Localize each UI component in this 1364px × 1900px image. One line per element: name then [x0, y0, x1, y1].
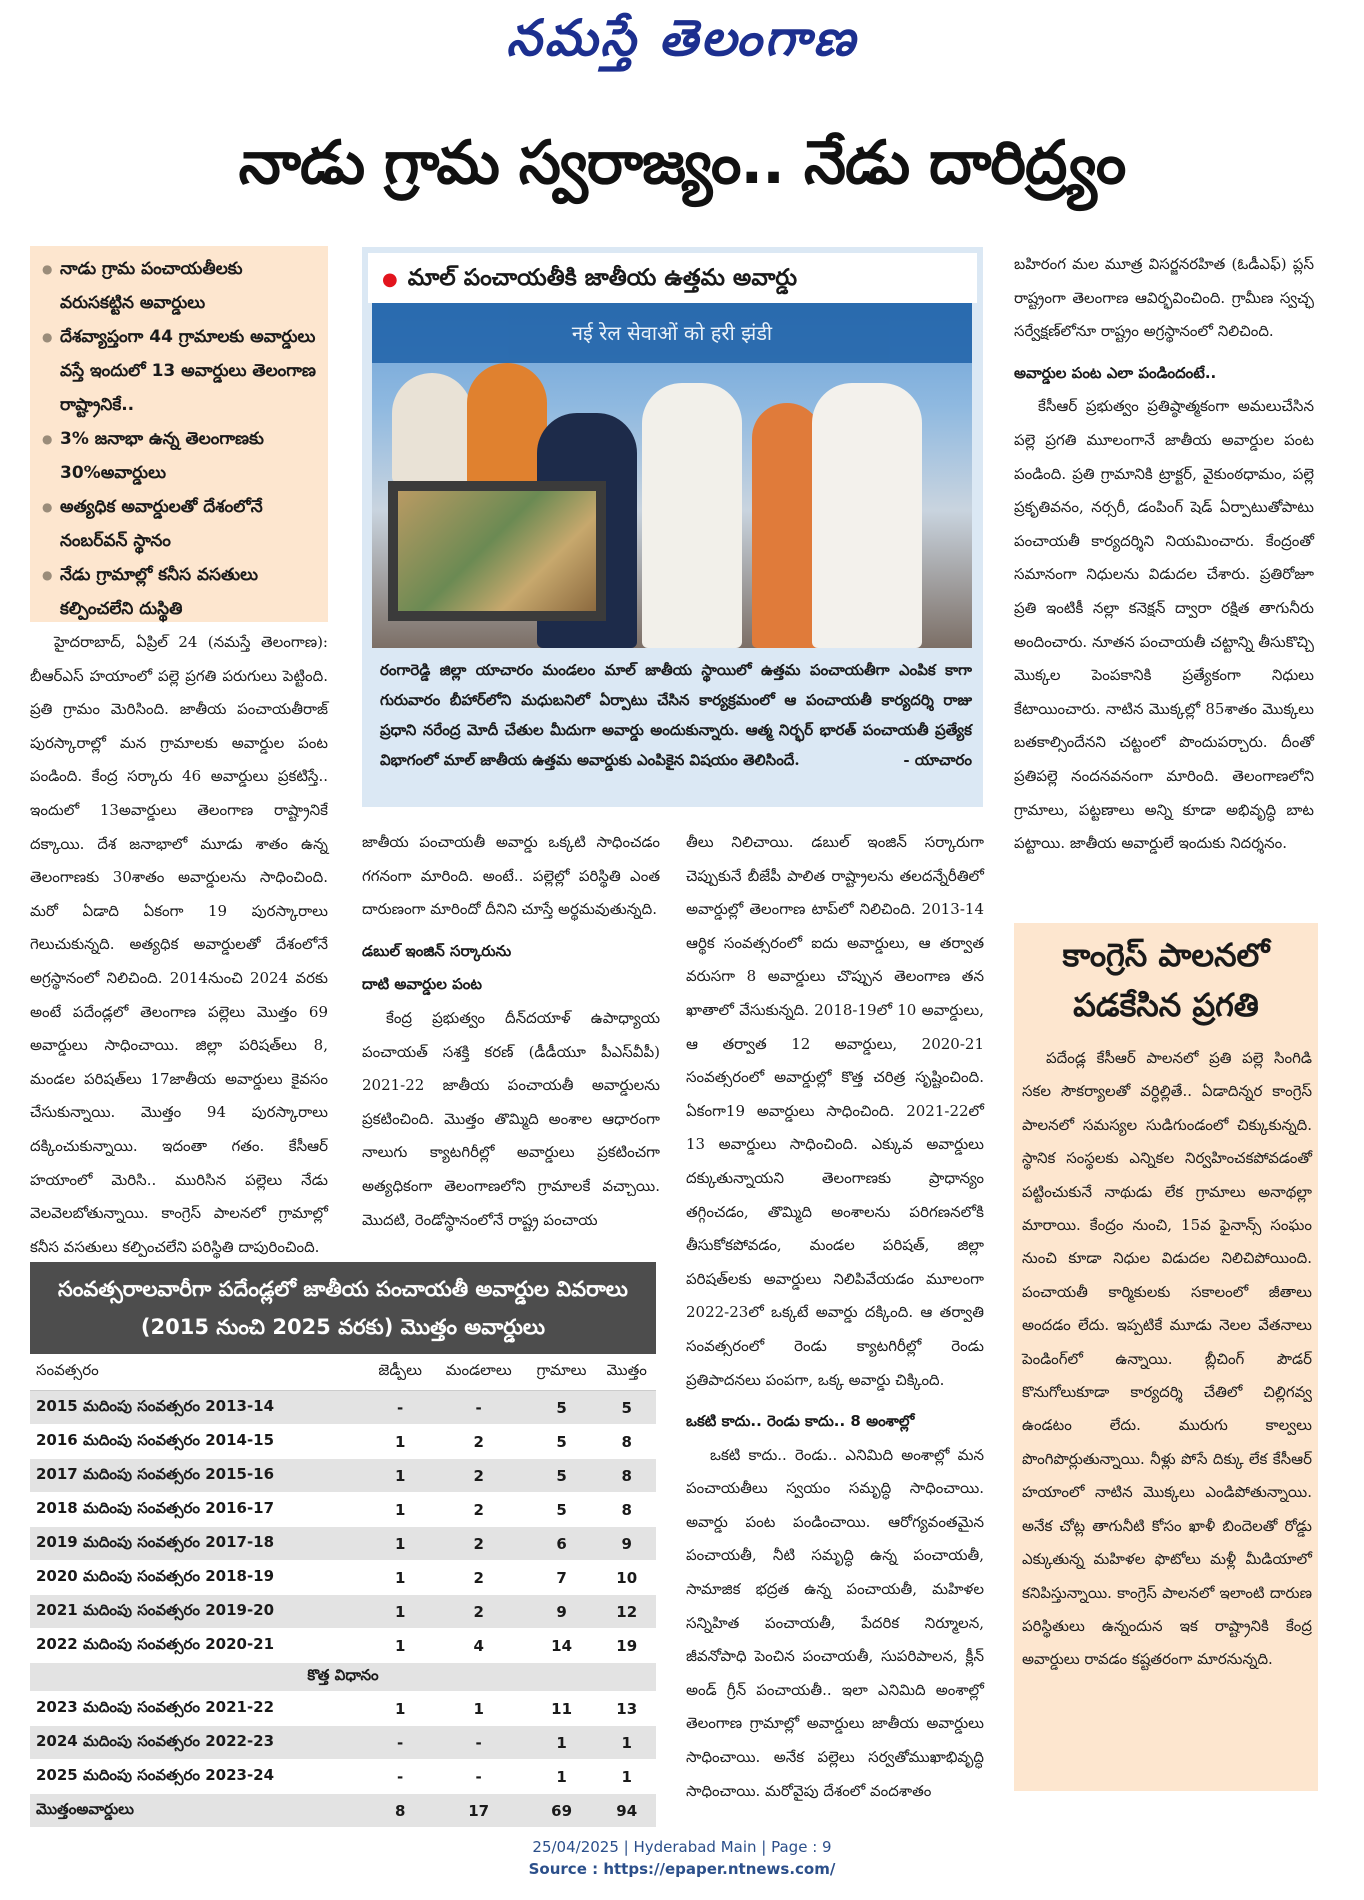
- sidebar-body: [1022, 1042, 1312, 1677]
- table-cell: 7: [526, 1561, 598, 1595]
- table-cell: -: [369, 1726, 432, 1760]
- table-cell: 2: [432, 1459, 526, 1493]
- column-header: మండలాలు: [432, 1354, 526, 1391]
- table-cell: 9: [526, 1595, 598, 1629]
- table-header-row: [30, 1354, 656, 1391]
- table-cell: 5: [526, 1425, 598, 1459]
- table-cell: 1: [369, 1595, 432, 1629]
- table-cell: 1: [369, 1493, 432, 1527]
- photo-banner: नई रेल सेवाओं को हरी झंडी: [372, 303, 972, 363]
- sidebar-title: [1022, 930, 1310, 1042]
- photo-title: [368, 253, 977, 303]
- table-cell: 8: [597, 1425, 656, 1459]
- subheading: అవార్డుల పంట ఎలా పండిందంటే..: [1014, 363, 1217, 382]
- table-cell: 8: [597, 1459, 656, 1493]
- column-header: జెడ్పీలు: [369, 1354, 432, 1391]
- person-figure: [642, 383, 742, 648]
- table-cell: 2023 మదింపు సంవత్సరం 2021-22: [30, 1692, 369, 1726]
- table-cell: 1: [369, 1561, 432, 1595]
- awards-table-block: [30, 1262, 656, 1827]
- column-header: సంవత్సరం: [30, 1354, 369, 1391]
- page-footer: [0, 1836, 1364, 1880]
- table-cell: 1: [526, 1760, 598, 1794]
- article-paragraph: పదేండ్ల కేసీఆర్ పాలనలో ప్రతి పల్లె సింగిడి సకల సౌకర్యాలతో వర్ధిల్లితే.. ఏడాదిన్నర కాంగ్రెస్ పాలనలో సమస్యల సుడిగుండంలో చిక్కుకున్నది. స్థానిక సంస్థలకు ఎన్నికల నిర్వహించకపోవడంతో పట్టించుకునే నాథుడు లేక గ్రామాలు అనాథల్లా మారాయి. కేంద్రం నుంచి, 15వ ఫైనాన్స్ సంఘం నుంచి కూడా నిధుల విడుదల నిలిచిపోయింది. పంచాయతీ కార్మికులకు సకాలంలో జీతాలు అందడం లేదు. ఇప్పటికే మూడు నెలల వేతనాలు పెండింగ్‌లో ఉన్నాయి. బ్లీచింగ్ పౌడర్ కొనుగోలుకూడా కార్యదర్శి చేతిలో చిల్లిగవ్వ ఉండటం లేదు. మురుగు కాల్వలు పొంగిపొర్లుతున్నాయి. నీళ్లు పోసే దిక్కు లేక కేసీఆర్ హయాంలో నాటిన మొక్కలు ఎండిపోతున్నాయి. అనేక చోట్ల తాగునీటి కోసం ఖాళీ బిందెలతో రోడ్డు ఎక్కుతున్న మహిళల ఫొటోలు మళ్లీ మీడియాలో కనిపిస్తున్నాయి. కాంగ్రెస్ పాలనలో ఇలాంటి దారుణ పరిస్థితులు ఉన్నందున ఇక రాష్ట్రానికి కేంద్ర అవార్డులు రావడం కష్టతరంగా మారనున్నది.: [1022, 1049, 1312, 1669]
- table-cell: 2: [432, 1493, 526, 1527]
- article-paragraph: బహిరంగ మల మూత్ర విసర్జనరహిత (ఓడీఎఫ్) ప్లస్ రాష్ట్రంగా తెలంగాణ ఆవిర్భవించింది. గ్రామీణ స్వచ్ఛ సర్వేక్షణ్‌లోనూ రాష్ట్రం అగ్రస్థానంలో నిలిచింది.: [1014, 255, 1314, 341]
- table-cell: 2022 మదింపు సంవత్సరం 2020-21: [30, 1629, 369, 1663]
- article-paragraph: కేంద్ర ప్రభుత్వం దీన్‌దయాళ్ ఉపాధ్యాయ పంచాయత్ సశక్తి కరణ్ (డీడీయూ పీఎస్‌వీపీ) 2021-22 జాతీయ పంచాయతీ అవార్డులను ప్రకటించింది. మొత్తం తొమ్మిది అంశాల ఆధారంగా నాలుగు క్యాటగిరీల్లో అవార్డులు ప్రకటించగా అత్యధికంగా తెలంగాణలోని గ్రామాలకే వచ్చాయి. మొదటి, రెండోస్థానంలోనే రాష్ట్ర పంచాయ: [362, 1008, 660, 1229]
- table-cell: -: [369, 1760, 432, 1794]
- table-cell: 1: [597, 1760, 656, 1794]
- subheading: డబుల్ ఇంజిన్ సర్కారును: [362, 941, 512, 960]
- table-cell: 1: [432, 1692, 526, 1726]
- subheading: దాటి అవార్డుల పంట: [362, 975, 482, 994]
- table-cell: 6: [526, 1527, 598, 1561]
- column-header: మొత్తం: [597, 1354, 656, 1391]
- headline: నాడు గ్రామ స్వరాజ్యం.. నేడు దారిద్ర్యం: [238, 128, 1126, 198]
- source-link[interactable]: Source : https://epaper.ntnews.com/: [528, 1860, 836, 1878]
- table-cell: 2021 మదింపు సంవత్సరం 2019-20: [30, 1595, 369, 1629]
- table-cell: మొత్తంఅవార్డులు: [30, 1794, 369, 1828]
- table-row: [30, 1527, 656, 1561]
- table-cell: 2018 మదింపు సంవత్సరం 2016-17: [30, 1493, 369, 1527]
- photo-caption: [380, 655, 972, 775]
- table-cell: 10: [597, 1561, 656, 1595]
- table-cell: 2020 మదింపు సంవత్సరం 2018-19: [30, 1561, 369, 1595]
- table-row: [30, 1391, 656, 1425]
- table-cell: 94: [597, 1794, 656, 1828]
- table-cell: 2: [432, 1595, 526, 1629]
- table-cell: 1: [369, 1459, 432, 1493]
- table-cell: 69: [526, 1794, 598, 1828]
- person-figure: [392, 373, 472, 483]
- article-paragraph: తీలు నిలిచాయి. డబుల్ ఇంజిన్ సర్కారుగా చెప్పుకునే బీజేపీ పాలిత రాష్ట్రాలను తలదన్నేరీతిలో అవార్డుల్లో తెలంగాణ టాప్‌లో నిలిచింది. 2013-14 ఆర్థిక సంవత్సరంలో ఐదు అవార్డులు, ఆ తర్వాత వరుసగా 8 అవార్డులు చొప్పున తెలంగాణ తన ఖాతాలో వేసుకున్నది. 2018-19లో 10 అవార్డులు, ఆ తర్వాత 12 అవార్డులు, 2020-21 సంవత్సరంలో అవార్డుల్లో కొత్త చరిత్ర సృష్టించింది. ఏకంగా19 అవార్డులు సాధించింది. 2021-22లో 13 అవార్డులు సాధించింది. ఎక్కువ అవార్డులు దక్కుతున్నాయని తెలంగాణకు ప్రాధాన్యం తగ్గించడం, తొమ్మిది అంశాలను పరిగణనలోకి తీసుకోకపోవడం, మండల పరిషత్, జిల్లా పరిషత్‌లకు అవార్డులు నిలిపివేయడం మూలంగా 2022-23లో ఒక్కటే అవార్డు దక్కింది. ఆ తర్వాతి సంవత్సరంలో రెండు క్యాటగిరీల్లో రెండు ప్రతిపాదనలు పంపగా, ఒక్క అవార్డు చిక్కింది.: [686, 833, 984, 1389]
- article-column-1: [30, 626, 328, 1264]
- table-subheading-row: [30, 1663, 656, 1692]
- table-cell: -: [432, 1726, 526, 1760]
- awards-table: [30, 1354, 656, 1827]
- article-paragraph: జాతీయ పంచాయతీ అవార్డు ఒక్కటి సాధించడం గగనంగా మారింది. అంటే.. పల్లెల్లో పరిస్థితి ఎంత దారుణంగా మారిందో దీనిని చూస్తే అర్థమవుతున్నది.: [362, 833, 660, 919]
- table-row: [30, 1493, 656, 1527]
- highlight-item: ● నేడు గ్రామాల్లో కనీస వసతులు కల్పించలేని దుస్థితి: [42, 558, 318, 626]
- subheading: ఒకటి కాదు.. రెండు కాదు.. 8 అంశాల్లో: [686, 1412, 915, 1431]
- table-row: [30, 1629, 656, 1663]
- table-total-row: [30, 1794, 656, 1828]
- highlight-item: ● అత్యధిక అవార్డులతో దేశంలోనే నంబర్‌వన్ స్థానం: [42, 490, 318, 558]
- table-cell: 2: [432, 1561, 526, 1595]
- masthead-logo: నమస్తే తెలంగాణ: [506, 8, 858, 67]
- table-row: [30, 1459, 656, 1493]
- table-cell: 5: [526, 1493, 598, 1527]
- table-row: [30, 1726, 656, 1760]
- highlight-item: ● 3% జనాభా ఉన్న తెలంగాణకు 30%అవార్డులు: [42, 422, 318, 490]
- table-subheading: కొత్త విధానం: [30, 1663, 656, 1692]
- caption-text: రంగారెడ్డి జిల్లా యాచారం మండలం మాల్ జాతీయ స్థాయిలో ఉత్తమ పంచాయతీగా ఎంపిక కాగా గురువారం బీహార్‌లోని మధుబనిలో ఏర్పాటు చేసిన కార్యక్రమంలో ఆ పంచాయతీ కార్యదర్శి రాజు ప్రధాని నరేంద్ర మోదీ చేతుల మీదుగా అవార్డు అందుకున్నారు. ఆత్మ నిర్భర్ భారత్ పంచాయతీ ప్రత్యేక విభాగంలో మాల్ జాతీయ ఉత్తమ అవార్డుకు ఎంపికైన విషయం తెలిసిందే.: [380, 661, 972, 769]
- table-cell: 1: [526, 1726, 598, 1760]
- table-cell: 2019 మదింపు సంవత్సరం 2017-18: [30, 1527, 369, 1561]
- person-figure: [812, 383, 922, 648]
- table-cell: 2017 మదింపు సంవత్సరం 2015-16: [30, 1459, 369, 1493]
- table-cell: 12: [597, 1595, 656, 1629]
- table-cell: 1: [369, 1425, 432, 1459]
- painting-frame: [388, 481, 606, 621]
- table-cell: 2024 మదింపు సంవత్సరం 2022-23: [30, 1726, 369, 1760]
- article-paragraph: కేసీఆర్ ప్రభుత్వం ప్రతిష్ఠాత్మకంగా అమలుచేసిన పల్లె ప్రగతి మూలంగానే జాతీయ అవార్డుల పంట పండింది. ప్రతి గ్రామానికి ట్రాక్టర్, వైకుంఠధామం, పల్లె ప్రకృతివనం, నర్సరీ, డంపింగ్ షెడ్ ఏర్పాటుతోపాటు పంచాయతీ కార్యదర్శిని నియమించారు. కేంద్రంతో సమానంగా నిధులను విడుదల చేశారు. ప్రతిరోజూ ప్రతి ఇంటికీ నల్లా కనెక్షన్ ద్వారా రక్షిత తాగునీరు అందించారు. నూతన పంచాయతీ చట్టాన్ని తీసుకొచ్చి మొక్కల పెంపకానికి ప్రత్యేకంగా నిధులు కేటాయించారు. నాటిన మొక్కల్లో 85శాతం మొక్కలు బతకాల్సిందేనని చట్టంలో పొందుపర్చారు. దీంతో ప్రతిపల్లె నందనవనంగా మారింది. తెలంగాణలోని గ్రామాలు, పట్టణాలు అన్ని కూడా అభివృద్ధి బాట పట్టాయి. జాతీయ అవార్డులే ఇందుకు నిదర్శనం.: [1014, 397, 1314, 853]
- edition-info: 25/04/2025 | Hyderabad Main | Page : 9: [532, 1838, 832, 1856]
- highlight-item: ● దేశవ్యాప్తంగా 44 గ్రామాలకు అవార్డులు వస్తే ఇందులో 13 అవార్డులు తెలంగాణ రాష్ట్రానికే..: [42, 320, 318, 422]
- table-row: [30, 1561, 656, 1595]
- table-cell: 5: [526, 1459, 598, 1493]
- table-cell: 1: [369, 1527, 432, 1561]
- table-cell: 5: [526, 1391, 598, 1425]
- table-cell: 1: [597, 1726, 656, 1760]
- table-cell: 1: [369, 1629, 432, 1663]
- table-cell: 8: [369, 1794, 432, 1828]
- table-cell: 2: [432, 1425, 526, 1459]
- photo-title-text: మాల్ పంచాయతీకి జాతీయ ఉత్తమ అవార్డు: [407, 265, 798, 291]
- article-column-3: [686, 826, 984, 1808]
- person-figure: [467, 363, 547, 493]
- table-row: [30, 1595, 656, 1629]
- table-cell: 14: [526, 1629, 598, 1663]
- highlight-item: ● నాడు గ్రామ పంచాయతీలకు వరుసకట్టిన అవార్డులు: [42, 252, 318, 320]
- column-header: గ్రామాలు: [526, 1354, 598, 1391]
- sidebar-title-line: కాంగ్రెస్ పాలనలో: [1062, 936, 1270, 974]
- table-cell: -: [432, 1391, 526, 1425]
- table-cell: 9: [597, 1527, 656, 1561]
- article-column-2: [362, 826, 660, 1237]
- table-row: [30, 1692, 656, 1726]
- table-row: [30, 1425, 656, 1459]
- table-cell: 8: [597, 1493, 656, 1527]
- news-photo: [372, 303, 972, 648]
- table-cell: 13: [597, 1692, 656, 1726]
- table-cell: 19: [597, 1629, 656, 1663]
- table-cell: 1: [369, 1692, 432, 1726]
- bullet-dot-icon: ●: [382, 269, 398, 290]
- photo-credit: - యాచారం: [903, 751, 972, 769]
- table-cell: 5: [597, 1391, 656, 1425]
- table-cell: 4: [432, 1629, 526, 1663]
- table-cell: 17: [432, 1794, 526, 1828]
- table-cell: 2016 మదింపు సంవత్సరం 2014-15: [30, 1425, 369, 1459]
- sidebar-title-line: పడకేసిన ప్రగతి: [1073, 986, 1259, 1024]
- table-cell: 2: [432, 1527, 526, 1561]
- highlights-box: [30, 246, 328, 622]
- table-title: సంవత్సరాలవారీగా పదేండ్లలో జాతీయ పంచాయతీ అవార్డుల వివరాలు (2015 నుంచి 2025 వరకు) మొత్తం అవార్డులు: [30, 1262, 656, 1354]
- article-paragraph: ఒకటి కాదు.. రెండు.. ఎనిమిది అంశాల్లో మన పంచాయతీలు స్వయం సమృద్ధి సాధించాయి. అవార్డు పంట పండించాయి. ఆరోగ్యవంతమైన పంచాయతీ, నీటి సమృద్ధి ఉన్న పంచాయతీ, సామాజిక భద్రత ఉన్న పంచాయతీ, మహిళల సన్నిహిత పంచాయతీ, పేదరిక నిర్మూలన, జీవనోపాధి పెంచిన పంచాయతీ, సుపరిపాలన, క్లీన్ అండ్ గ్రీన్ పంచాయతీ.. ఇలా ఎనిమిది అంశాల్లో తెలంగాణ గ్రామాల్లో అవార్డులు జాతీయ అవార్డులు సాధించాయి. అనేక పల్లెలు సర్వతోముఖాభివృద్ధి సాధించాయి. మరోవైపు దేశంలో వందశాతం: [686, 1445, 984, 1800]
- article-paragraph: హైదరాబాద్, ఏప్రిల్ 24 (నమస్తే తెలంగాణ): బీఆర్ఎస్ హయాంలో పల్లె ప్రగతి పరుగులు పెట్టింది. ప్రతి గ్రామం మెరిసింది. జాతీయ పంచాయతీరాజ్ పురస్కారాల్లో మన గ్రామాలకు అవార్డుల పంట పండింది. కేంద్ర సర్కారు 46 అవార్డులు ప్రకటిస్తే.. ఇందులో 13అవార్డులు తెలంగాణ రాష్ట్రానికే దక్కాయి. దేశ జనాభాలో మూడు శాతం ఉన్న తెలంగాణకు 30శాతం అవార్డులను సాధించింది. మరో ఏడాది ఏకంగా 19 పురస్కారాలు గెలుచుకున్నది. అత్యధిక అవార్డులతో దేశంలోనే అగ్రస్థానంలో నిలిచింది. 2014నుంచి 2024 వరకు అంటే పదేండ్లలో తెలంగాణ పల్లెలు మొత్తం 69 అవార్డులు సాధించాయి. జిల్లా పరిషత్‌లు 8, మండల పరిషత్‌లు 17జాతీయ అవార్డులు కైవసం చేసుకున్నాయి. మొత్తం 94 పురస్కారాలు దక్కించుకున్నాయి. ఇదంతా గతం. కేసీఆర్ హయాంలో మెరిసి.. మురిసిన పల్లెలు నేడు వెలవెలబోతున్నాయి. కాంగ్రెస్ పాలనలో గ్రామాల్లో కనీస వసతులు కల్పించలేని పరిస్థితి దాపురించింది.: [30, 633, 328, 1256]
- table-cell: 2015 మదింపు సంవత్సరం 2013-14: [30, 1391, 369, 1425]
- table-cell: 2025 మదింపు సంవత్సరం 2023-24: [30, 1760, 369, 1794]
- table-cell: 11: [526, 1692, 598, 1726]
- table-cell: -: [369, 1391, 432, 1425]
- table-cell: -: [432, 1760, 526, 1794]
- table-row: [30, 1760, 656, 1794]
- article-column-4: [1014, 248, 1314, 861]
